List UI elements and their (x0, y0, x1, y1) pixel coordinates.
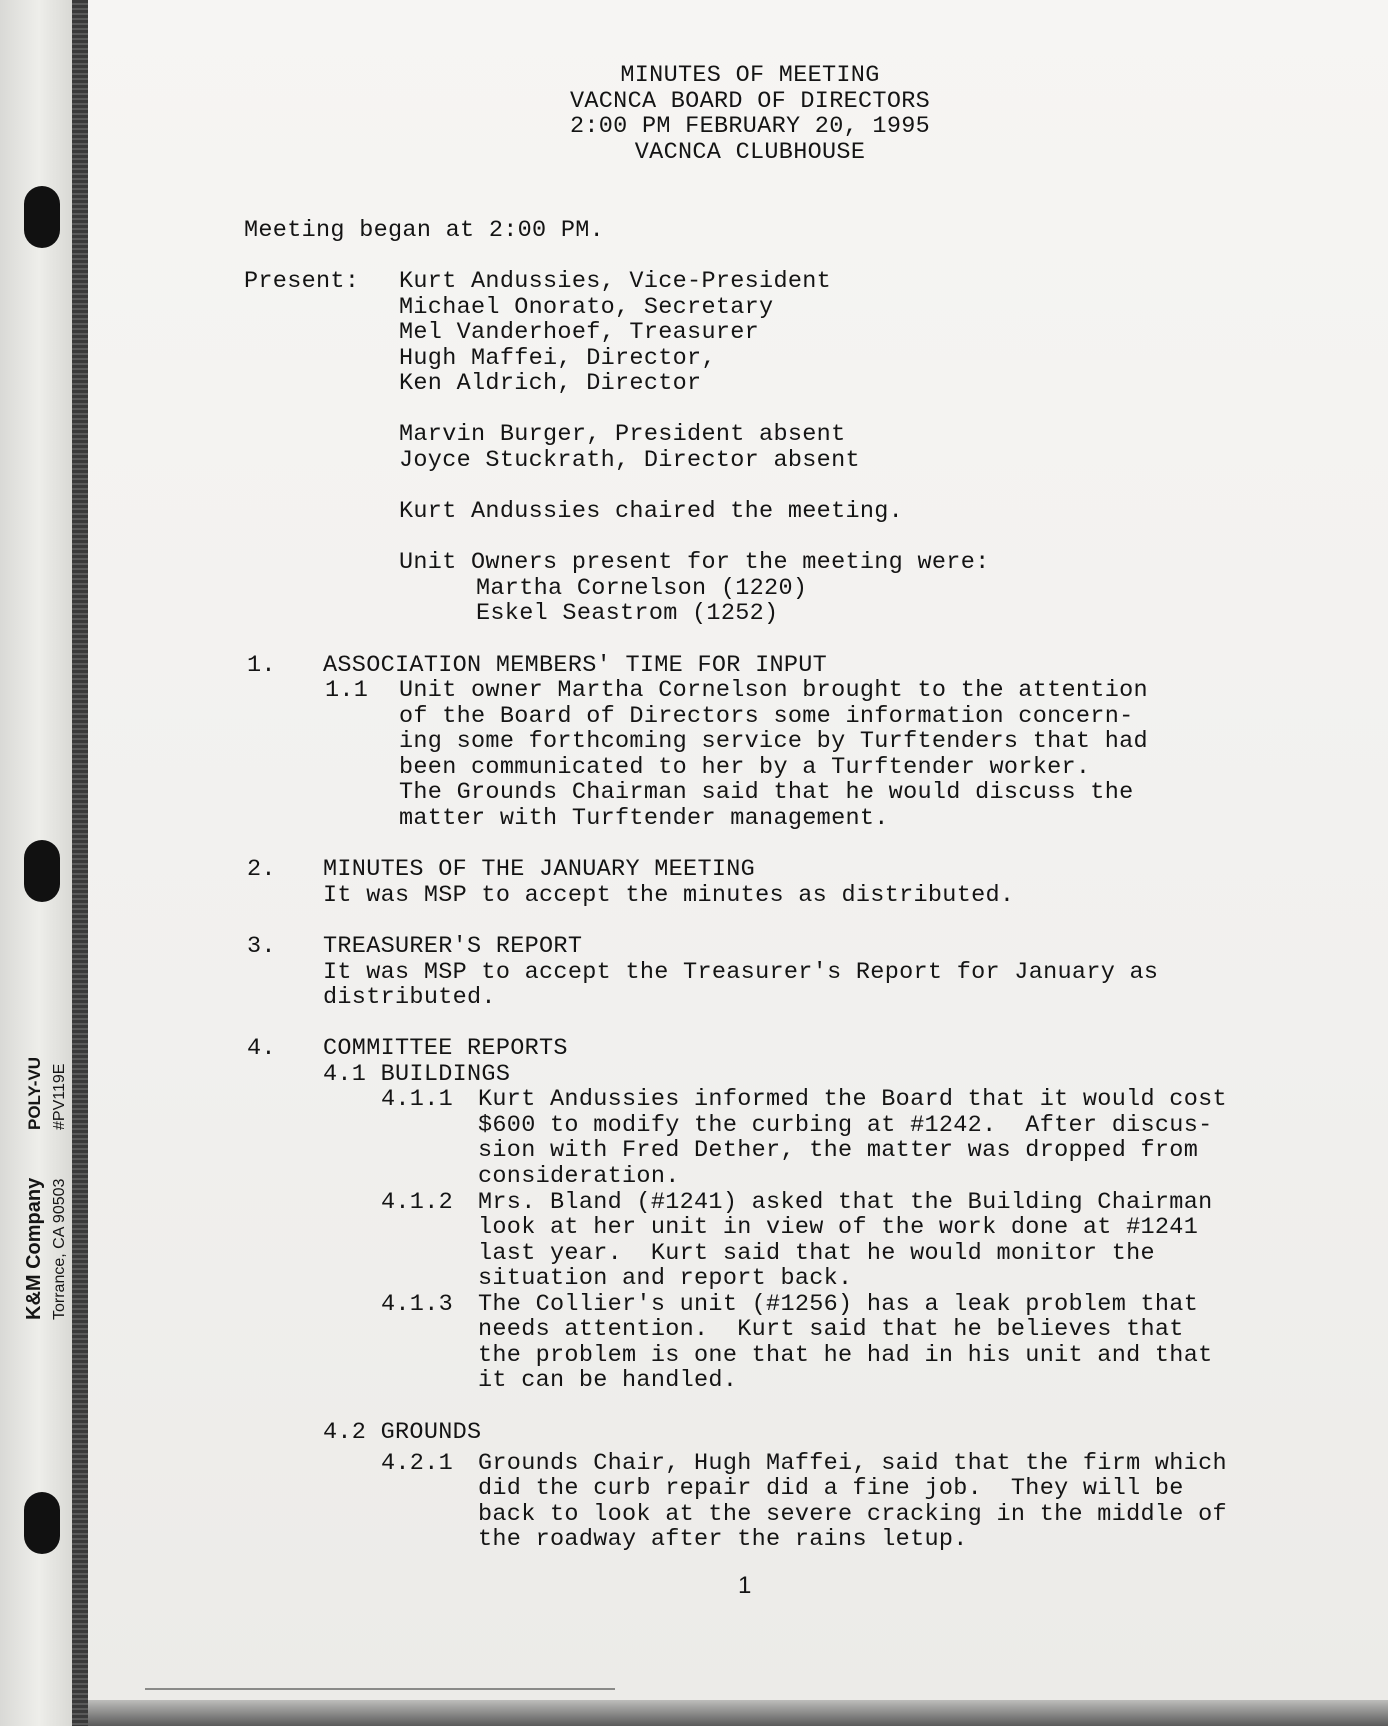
punch-hole (24, 186, 60, 248)
binder-edge (72, 0, 88, 1726)
title-line-4: VACNCA CLUBHOUSE (634, 139, 866, 166)
present-member: Mel Vanderhoef, Treasurer (399, 319, 760, 346)
brand-company: K&M Company (23, 1177, 45, 1320)
paragraph-line: the roadway after the rains letup. (478, 1526, 968, 1553)
paragraph-line: situation and report back. (478, 1265, 853, 1292)
title-line-1: MINUTES OF MEETING (620, 62, 880, 89)
present-member: Michael Onorato, Secretary (399, 294, 774, 321)
paragraph-line: matter with Turftender management. (399, 805, 889, 832)
present-member: Ken Aldrich, Director (399, 370, 702, 397)
present-member: Hugh Maffei, Director, (399, 345, 716, 372)
item-number: 4.1.3 (381, 1291, 454, 1318)
subsection-title: 4.2 GROUNDS (323, 1419, 482, 1446)
paragraph-line: The Grounds Chairman said that he would discuss the (399, 779, 1134, 806)
section-title: ASSOCIATION MEMBERS' TIME FOR INPUT (323, 652, 828, 679)
section-number: 2. (247, 856, 276, 883)
paragraph-line: It was MSP to accept the Treasurer's Report for January as (323, 959, 1159, 986)
present-label: Present: (244, 268, 360, 295)
paragraph-line: ing some forthcoming service by Turftenders that had (399, 728, 1148, 755)
paragraph-line: $600 to modify the curbing at #1242. After discus- (478, 1112, 1213, 1139)
paragraph-line: look at her unit in view of the work done at #1241 (478, 1214, 1199, 1241)
protector-brand-label (10, 1020, 80, 1320)
unit-owner: Eskel Seastrom (1252) (476, 600, 779, 627)
subsection-title: 4.1 BUILDINGS (323, 1061, 511, 1088)
section-number: 3. (247, 933, 276, 960)
section-number: 1. (247, 652, 276, 679)
unit-owners-intro: Unit Owners present for the meeting were: (399, 549, 990, 576)
paragraph-line: it can be handled. (478, 1367, 738, 1394)
rule-line (145, 1688, 615, 1690)
paragraph-line: The Collier's unit (#1256) has a leak problem that (478, 1291, 1199, 1318)
brand-model: #PV119E (51, 1063, 68, 1130)
paragraph-line: Kurt Andussies informed the Board that it would cost (478, 1086, 1227, 1113)
paragraph-line: Unit owner Martha Cornelson brought to the attention (399, 677, 1148, 704)
title-line-2: VACNCA BOARD OF DIRECTORS (569, 88, 931, 115)
section-title: TREASURER'S REPORT (323, 933, 583, 960)
item-number: 4.1.2 (381, 1189, 454, 1216)
paragraph-line: sion with Fred Dether, the matter was dropped from (478, 1137, 1199, 1164)
punch-hole (24, 1492, 60, 1554)
paragraph-line: Mrs. Bland (#1241) asked that the Building Chairman (478, 1189, 1213, 1216)
section-title: COMMITTEE REPORTS (323, 1035, 568, 1062)
section-number: 4. (247, 1035, 276, 1062)
unit-owner: Martha Cornelson (1220) (476, 575, 808, 602)
brand-city: Torrance, CA 90503 (51, 1178, 68, 1320)
paragraph-line: last year. Kurt said that he would monitor the (478, 1240, 1155, 1267)
paragraph-line: been communicated to her by a Turftender worker. (399, 754, 1091, 781)
paragraph-line: back to look at the severe cracking in the middle of (478, 1501, 1227, 1528)
opening-line: Meeting began at 2:00 PM. (244, 217, 605, 244)
item-number: 4.1.1 (381, 1086, 454, 1113)
paragraph-line: It was MSP to accept the minutes as distributed. (323, 882, 1015, 909)
paragraph-line: consideration. (478, 1163, 680, 1190)
paragraph-line: needs attention. Kurt said that he believes that (478, 1316, 1184, 1343)
subsection-number: 1.1 (325, 677, 369, 704)
page-number: 1 (738, 1572, 752, 1599)
absent-member: Joyce Stuckrath, Director absent (399, 447, 860, 474)
paragraph-line: of the Board of Directors some information concern- (399, 703, 1134, 730)
page-bottom-edge (88, 1700, 1388, 1726)
paragraph-line: distributed. (323, 984, 496, 1011)
brand-product: POLY-VU (25, 1056, 44, 1130)
section-title: MINUTES OF THE JANUARY MEETING (323, 856, 756, 883)
title-line-3: 2:00 PM FEBRUARY 20, 1995 (569, 113, 931, 140)
paragraph-line: Grounds Chair, Hugh Maffei, said that the firm which (478, 1450, 1227, 1477)
paragraph-line: did the curb repair did a fine job. They will be (478, 1475, 1184, 1502)
paragraph-line: the problem is one that he had in his unit and that (478, 1342, 1213, 1369)
absent-member: Marvin Burger, President absent (399, 421, 846, 448)
chaired-line: Kurt Andussies chaired the meeting. (399, 498, 904, 525)
present-member: Kurt Andussies, Vice-President (399, 268, 832, 295)
item-number: 4.2.1 (381, 1450, 454, 1477)
punch-hole (24, 840, 60, 902)
